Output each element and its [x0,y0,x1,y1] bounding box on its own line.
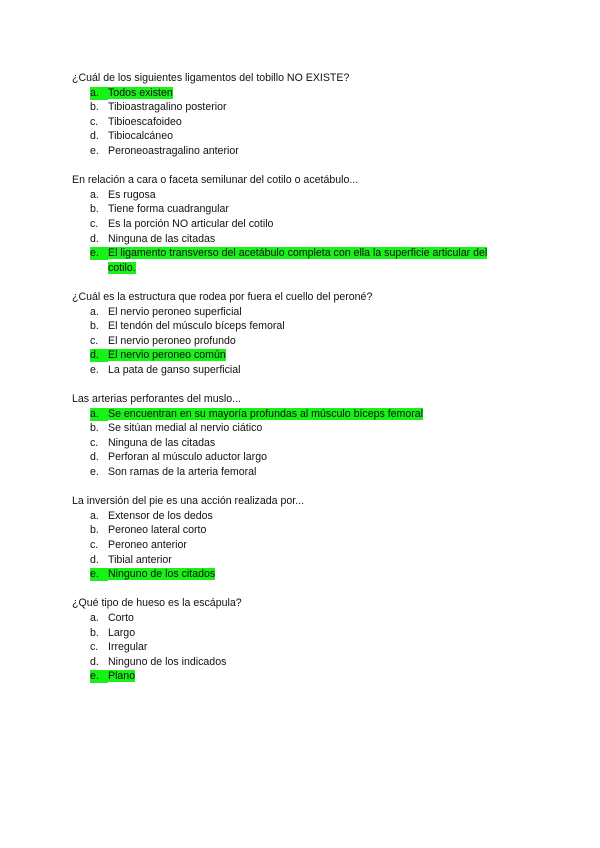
option-label: c. [90,539,99,551]
option-text-wrap [108,655,508,670]
option-item [72,655,512,670]
option-label: b. [90,524,99,537]
option-text: Plano [108,670,136,683]
option-label: b. [90,626,99,639]
option-text-wrap [108,232,508,247]
option-label: e. [90,247,108,260]
option-item-correct [72,669,512,684]
option-text-wrap [108,523,508,538]
question-text: La inversión del pie es una acción realizada por... [72,495,305,508]
question-text: En relación a cara o faceta semilunar del cotilo o acetábulo... [72,174,359,187]
option-text-wrap [108,188,508,203]
option-label: c. [90,436,99,449]
option-text-wrap [108,319,508,334]
question-block [72,596,512,684]
option-label: e. [90,144,99,157]
option-text: Es rugosa [108,188,156,201]
option-label: d. [90,232,99,245]
option-text: Ninguna de las citadas [108,436,216,449]
option-item [72,465,512,480]
option-label: e. [90,568,108,581]
option-item-correct [72,246,512,275]
option-item [72,144,512,159]
question-block [72,494,512,582]
option-label: a. [90,509,99,522]
option-label: a. [90,408,108,421]
option-text: Peroneo anterior [108,539,187,551]
option-label: e. [90,670,108,683]
option-label: e. [90,466,99,479]
option-text: Peroneoastragalino anterior [108,144,239,157]
question-block [72,71,512,159]
option-item [72,115,512,130]
option-text-wrap [108,640,508,655]
question-text: ¿Cuál es la estructura que rodea por fuera el cuello del peroné? [72,290,373,303]
option-text: Largo [108,626,136,639]
option-text-wrap [108,86,508,101]
option-label: c. [90,115,99,128]
option-text-wrap [108,611,508,626]
option-text-wrap [108,553,508,568]
option-text-wrap [108,436,508,451]
option-item [72,363,512,378]
option-text-wrap [108,246,508,275]
option-text: Todos existen [108,86,173,99]
option-item [72,626,512,641]
question-block [72,392,512,480]
option-item [72,232,512,247]
option-text: El nervio peroneo común [108,349,226,362]
option-text-wrap [108,421,508,436]
option-text: Extensor de los dedos [108,509,213,522]
option-text-wrap [108,626,508,641]
option-text-wrap [108,129,508,144]
option-text: Ninguno de los indicados [108,655,227,668]
option-text: Tibiocalcáneo [108,130,173,143]
option-text: Tibioescafoideo [108,115,182,128]
option-item [72,305,512,320]
option-text: El nervio peroneo superficial [108,305,242,318]
option-text-wrap [108,202,508,217]
option-text-wrap [108,217,508,232]
option-text: Peroneo lateral corto [108,524,207,537]
option-item [72,509,512,524]
option-label: d. [90,451,99,464]
option-label: d. [90,130,99,143]
question-text: ¿Cuál de los siguientes ligamentos del tobillo NO EXISTE? [72,72,350,84]
option-item [72,217,512,232]
option-text-wrap [108,115,508,130]
option-text-wrap [108,100,508,115]
option-label: d. [90,655,99,668]
option-label: c. [90,217,99,230]
option-label: a. [90,87,108,100]
option-item [72,538,512,553]
option-text: Ninguna de las citadas [108,232,216,245]
option-text-wrap [108,538,508,553]
option-label: c. [90,334,99,347]
option-text-wrap [108,363,508,378]
option-text-wrap [108,450,508,465]
option-item-correct [72,348,512,363]
option-text-wrap [108,509,508,524]
option-item [72,611,512,626]
option-item [72,640,512,655]
question-text: Las arterias perforantes del muslo... [72,393,241,406]
option-text: El tendón del músculo bíceps femoral [108,320,285,333]
option-text-wrap [108,334,508,349]
option-text: Se sitúan medial al nervio ciático [108,422,263,435]
option-text: El nervio peroneo profundo [108,334,236,347]
option-text-wrap [108,305,508,320]
option-item [72,129,512,144]
option-label: a. [90,611,99,624]
option-item [72,523,512,538]
option-label: c. [90,641,99,654]
option-text-wrap [108,348,508,363]
question-block [72,290,512,378]
option-text: Irregular [108,641,148,654]
option-item [72,334,512,349]
option-text: Tibioastragalino posterior [108,101,227,114]
question-block [72,173,512,275]
option-text-wrap [108,567,508,582]
option-text: La pata de ganso superficial [108,363,241,376]
option-item [72,553,512,568]
option-item [72,202,512,217]
option-text: Ninguno de los citados [108,568,216,581]
option-text-wrap [108,669,508,684]
option-text: Corto [108,611,134,624]
option-text-wrap [108,144,508,159]
option-text: Perforan al músculo aductor largo [108,451,267,464]
option-label: a. [90,305,99,318]
option-label: e. [90,363,99,376]
option-label: b. [90,422,99,435]
option-label: b. [90,203,99,216]
option-item [72,100,512,115]
option-label: d. [90,349,108,362]
option-item [72,319,512,334]
option-item-correct [72,86,512,101]
option-item [72,188,512,203]
option-text: Se encuentran en su mayoría profundas al músculo bíceps femoral [108,407,424,420]
question-text: ¿Qué tipo de hueso es la escápula? [72,597,242,610]
option-label: b. [90,320,99,333]
option-label: a. [90,188,99,201]
option-text: Son ramas de la arteria femoral [108,466,257,479]
option-item [72,421,512,436]
option-text: El ligamento transverso del acetábulo completa con ella la superficie articular del cotilo. [108,247,488,274]
option-text: Tiene forma cuadrangular [108,203,229,216]
option-item [72,450,512,465]
option-text-wrap [108,465,508,480]
option-label: d. [90,553,99,566]
option-item-correct [72,567,512,582]
option-item [72,436,512,451]
option-label: b. [90,101,99,114]
option-text: Tibial anterior [108,553,172,566]
option-item-correct [72,407,512,422]
option-text: Es la porción NO articular del cotilo [108,217,274,230]
document-page [72,71,512,699]
option-text-wrap [108,407,508,422]
